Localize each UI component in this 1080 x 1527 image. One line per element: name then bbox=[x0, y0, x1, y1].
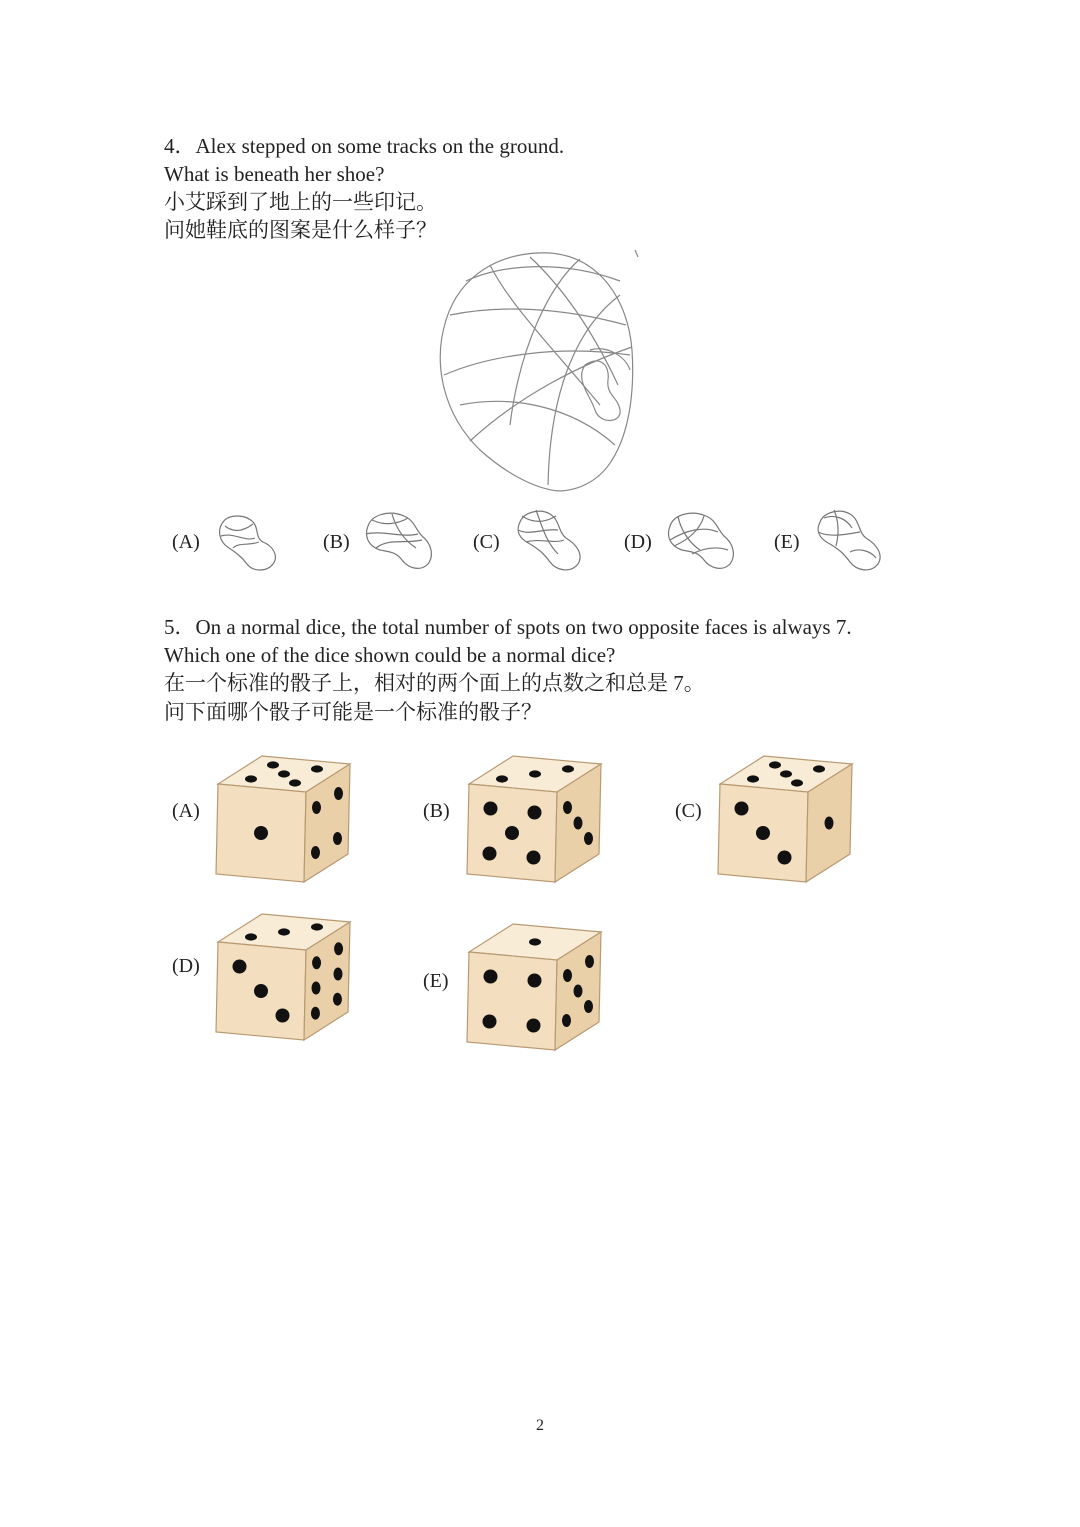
page-number: 2 bbox=[536, 1417, 544, 1434]
q4-option-a-shoe bbox=[215, 512, 281, 574]
dice-c-top-pip bbox=[780, 770, 792, 777]
dice-b-front-pip bbox=[505, 826, 519, 840]
dice-c-front-pip bbox=[778, 851, 792, 865]
dice-c-top-pip bbox=[769, 761, 781, 768]
dice-e-side-pip bbox=[574, 985, 583, 998]
dice-b-front-pip bbox=[527, 851, 541, 865]
q4-option-e-label: (E) bbox=[774, 531, 800, 553]
q5-option-d-label: (D) bbox=[172, 955, 200, 977]
dice-b-side-pip bbox=[563, 801, 572, 814]
q5-line-2: Which one of the dice shown could be a normal dice? bbox=[164, 643, 616, 667]
dice-d bbox=[212, 900, 354, 1042]
dice-e-side-pip bbox=[563, 969, 572, 982]
q4-option-b-shoe bbox=[362, 508, 436, 574]
dice-b-front-pip bbox=[528, 806, 542, 820]
dice-a-side-pip bbox=[312, 801, 321, 814]
dice-e bbox=[463, 910, 605, 1052]
q4-line-4: 问她鞋底的图案是什么样子？ bbox=[164, 218, 437, 242]
dice-c bbox=[714, 742, 856, 884]
dice-a-top-pip bbox=[311, 765, 323, 772]
dice-e-side-pip bbox=[562, 1014, 571, 1027]
q5-line-3: 在一个标准的骰子上，相对的两个面上的点数之和总是 7。 bbox=[164, 671, 705, 695]
q4-line-1: 4．Alex stepped on some tracks on the ground. bbox=[164, 134, 565, 158]
dice-d-side-pip bbox=[312, 982, 321, 995]
dice-b-front-pip bbox=[484, 802, 498, 816]
q4-option-c-label: (C) bbox=[473, 531, 500, 553]
dice-c-top-pip bbox=[813, 765, 825, 772]
dice-e-front-pip bbox=[484, 970, 498, 984]
dice-d-top-pip bbox=[245, 933, 257, 940]
dice-a-side-pip bbox=[334, 787, 343, 800]
q5-option-c-label: (C) bbox=[675, 800, 702, 822]
dice-e-side-pip bbox=[584, 1000, 593, 1013]
q4-option-a-label: (A) bbox=[172, 531, 200, 553]
dice-a-top-pip bbox=[278, 770, 290, 777]
dice-b-side-pip bbox=[574, 817, 583, 830]
dice-c-front-pip bbox=[735, 802, 749, 816]
q4-option-e-shoe bbox=[814, 508, 884, 574]
dice-d-top-pip bbox=[278, 928, 290, 935]
dice-b-side-pip bbox=[584, 832, 593, 845]
q4-option-d-label: (D) bbox=[624, 531, 652, 553]
dice-a-side-pip bbox=[333, 832, 342, 845]
q5-option-b-label: (B) bbox=[423, 800, 450, 822]
q5-line-1: 5．On a normal dice, the total number of spots on two opposite faces is always 7. bbox=[164, 615, 852, 639]
dice-e-top-pip bbox=[529, 938, 541, 945]
dice-d-side-pip bbox=[334, 968, 343, 981]
dice-a-top-pip bbox=[289, 779, 301, 786]
dice-d-side-pip bbox=[312, 956, 321, 969]
dice-e-front-pip bbox=[527, 1019, 541, 1033]
dice-d-front-pip bbox=[276, 1009, 290, 1023]
q4-line-2: What is beneath her shoe? bbox=[164, 162, 385, 186]
dice-c-top-pip bbox=[747, 775, 759, 782]
dice-d-top-pip bbox=[311, 923, 323, 930]
q5-option-a-label: (A) bbox=[172, 800, 200, 822]
dice-e-front-pip bbox=[483, 1015, 497, 1029]
dice-a bbox=[212, 742, 354, 884]
q4-line-3: 小艾踩到了地上的一些印记。 bbox=[164, 190, 437, 214]
dice-e-front-pip bbox=[528, 974, 542, 988]
dice-b-top-pip bbox=[529, 770, 541, 777]
dice-b-front-pip bbox=[483, 847, 497, 861]
dice-d-side-pip bbox=[334, 942, 343, 955]
dice-e-front-face bbox=[467, 952, 557, 1050]
dice-d-side-pip bbox=[311, 1007, 320, 1020]
dice-d-front-pip bbox=[233, 960, 247, 974]
q4-option-d-shoe bbox=[664, 508, 738, 574]
dice-e-side-pip bbox=[585, 955, 594, 968]
dice-b bbox=[463, 742, 605, 884]
dice-a-top-pip bbox=[267, 761, 279, 768]
dice-b-top-pip bbox=[562, 765, 574, 772]
dice-c-top-pip bbox=[791, 779, 803, 786]
dice-c-front-pip bbox=[756, 826, 770, 840]
dice-b-top-pip bbox=[496, 775, 508, 782]
dice-d-side-pip bbox=[333, 993, 342, 1006]
dice-a-front-pip bbox=[254, 826, 268, 840]
q5-line-4: 问下面哪个骰子可能是一个标准的骰子？ bbox=[164, 700, 542, 724]
dice-a-side-pip bbox=[311, 846, 320, 859]
q4-option-c-shoe bbox=[514, 508, 586, 574]
q4-option-b-label: (B) bbox=[323, 531, 350, 553]
dice-a-top-pip bbox=[245, 775, 257, 782]
q5-option-e-label: (E) bbox=[423, 970, 449, 992]
track-illustration bbox=[430, 245, 650, 495]
dice-c-side-pip bbox=[825, 817, 834, 830]
dice-d-front-pip bbox=[254, 984, 268, 998]
